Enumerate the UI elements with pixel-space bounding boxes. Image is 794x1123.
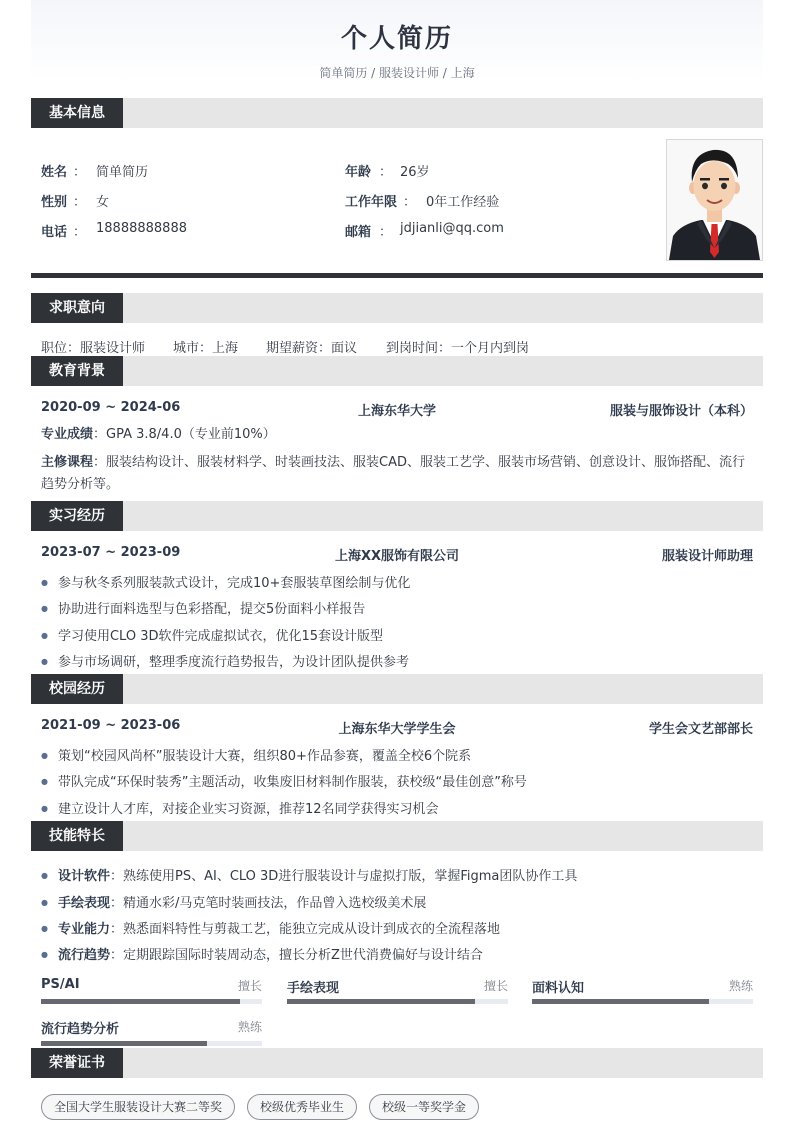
name-colon: ： [73,165,87,180]
education-date: 2020-09 ~ 2024-06 [41,400,181,415]
age-label: 年龄 [345,165,372,180]
skill-bar-name: PS/AI [41,977,80,992]
campus-role: 学生会文艺部部长 [648,722,753,737]
gender-colon: ： [73,195,87,210]
education-score [41,424,753,446]
skill-bar-level: 擅长 [483,979,508,993]
skill-bar-track [41,999,262,1004]
honor-tag: 全国大学生服装设计大赛二等奖 [41,1094,235,1120]
section-intent-label: 求职意向 [31,293,123,323]
skill-item-text: ：熟练使用PS、AI、CLO 3D进行服装设计与虚拟打版，掌握Figma团队协作工具 [110,869,578,884]
skill-bar-fill [41,999,240,1004]
section-basic-title [31,98,763,128]
skill-item-text: ：精通水彩/马克笔时装画技法，作品曾入选校级美术展 [110,896,427,911]
skill-item [41,944,483,963]
education-major: 服装与服饰设计（本科） [609,404,753,419]
divider-bar [31,273,763,278]
education-school: 上海东华大学 [357,404,436,419]
email-colon: ： [379,225,393,240]
gender-label: 性别 [41,195,68,210]
phone-colon: ： [73,225,87,240]
education-score-label: 专业成绩 [41,427,94,442]
section-basic-label: 基本信息 [31,98,123,128]
section-campus-label: 校园经历 [31,674,123,704]
education-courses [41,452,753,496]
skill-bar-track [41,1041,262,1046]
campus-header-row [41,718,753,736]
skill-item-text: ：熟悉面料特性与剪裁工艺，能独立完成从设计到成衣的全流程落地 [110,922,501,937]
experience-label: 工作年限 [345,195,398,210]
skill-item-label: 手绘表现 [57,896,110,911]
skill-item [41,918,500,937]
email-value: jdjianli@qq.com [400,221,504,236]
page-title: 个人简历 [340,24,453,54]
skill-bar-fill [532,999,709,1004]
list-item: ● 协助进行面料选型与色彩搭配，提交5份面料小样报告 [41,598,365,617]
list-item: ● 学习使用CLO 3D软件完成虚拟试衣，优化15套设计版型 [41,625,383,644]
education-course-label: 主修课程 [41,455,94,470]
skill-bar-fill [287,999,475,1004]
skill-bar-name: 面料认知 [532,981,585,996]
skill-item-label: 流行趋势 [57,948,110,963]
email-label: 邮箱 [345,225,372,240]
skill-bar-name: 流行趋势分析 [41,1022,120,1037]
campus-date: 2021-09 ~ 2023-06 [41,718,181,733]
skill-bar-level: 擅长 [237,979,262,993]
resume-header [31,0,763,82]
education-score-value: ：GPA 3.8/4.0（专业前10%） [93,427,276,442]
education-course-value: ：服装结构设计、服装材料学、时装画技法、服装CAD、服装工艺学、服装市场营销、创意设计、服饰搭配、流行趋势分析等。 [41,455,745,492]
internship-date: 2023-07 ~ 2023-09 [41,545,181,560]
skill-bar-name: 手绘表现 [287,981,340,996]
skill-bar-level: 熟练 [237,1020,262,1034]
age-value: 26岁 [400,165,430,180]
list-item: ● 建立设计人才库，对接企业实习资源，推荐12名同学获得实习机会 [41,798,439,817]
skill-item [41,892,426,911]
internship-company: 上海XX服饰有限公司 [334,549,460,564]
phone-value: 18888888888 [96,221,187,236]
internship-role: 服装设计师助理 [661,549,753,564]
section-skills-label: 技能特长 [31,821,123,851]
section-skills-title [31,821,763,851]
section-education-label: 教育背景 [31,356,123,386]
campus-org: 上海东华大学学生会 [338,722,456,737]
name-label: 姓名 [41,165,68,180]
section-internship-label: 实习经历 [31,501,123,531]
skill-item-label: 设计软件 [57,869,110,884]
phone-label: 电话 [41,225,68,240]
honor-tag: 校级一等奖学金 [369,1094,479,1120]
intent-city: 城市：上海 [173,341,239,356]
skill-bar-track [532,999,753,1004]
list-item: ● 参与秋冬系列服装款式设计，完成10+套服装草图绘制与优化 [41,572,410,591]
list-item: ● 参与市场调研，整理季度流行趋势报告，为设计团队提供参考 [41,651,409,670]
intent-arrival: 到岗时间：一个月内到岗 [386,341,530,356]
avatar-photo [666,139,763,261]
section-honors-title [31,1048,763,1078]
honor-tag: 校级优秀毕业生 [247,1094,357,1120]
gender-value: 女 [96,195,110,210]
intent-salary: 期望薪资：面议 [266,341,358,356]
experience-colon: ： [403,195,417,210]
section-education-title [31,356,763,386]
intent-position: 职位：服装设计师 [41,341,146,356]
section-internship-title [31,501,763,531]
experience-value: 0年工作经验 [426,195,500,210]
section-campus-title [31,674,763,704]
list-item: ● 策划“校园风尚杯”服装设计大赛，组织80+作品参赛，覆盖全校6个院系 [41,745,471,764]
avatar-illustration [667,140,762,260]
list-item: ● 带队完成“环保时装秀”主题活动，收集废旧材料制作服装，获校级“最佳创意”称号 [41,771,527,790]
skill-bar-track [287,999,508,1004]
age-colon: ： [379,165,393,180]
internship-header-row [41,545,753,563]
section-honors-label: 荣誉证书 [31,1048,123,1078]
skill-item [41,865,577,884]
skill-item-text: ：定期跟踪国际时装周动态，擅长分析Z世代消费偏好与设计结合 [110,948,483,963]
page-subtitle: 简单简历 / 服装设计师 / 上海 [319,66,475,80]
skill-bar-level: 熟练 [728,979,753,993]
education-header-row [41,400,753,418]
section-intent-title [31,293,763,323]
name-value: 简单简历 [96,165,149,180]
skill-item-label: 专业能力 [57,922,110,937]
skill-bar-fill [41,1041,207,1046]
